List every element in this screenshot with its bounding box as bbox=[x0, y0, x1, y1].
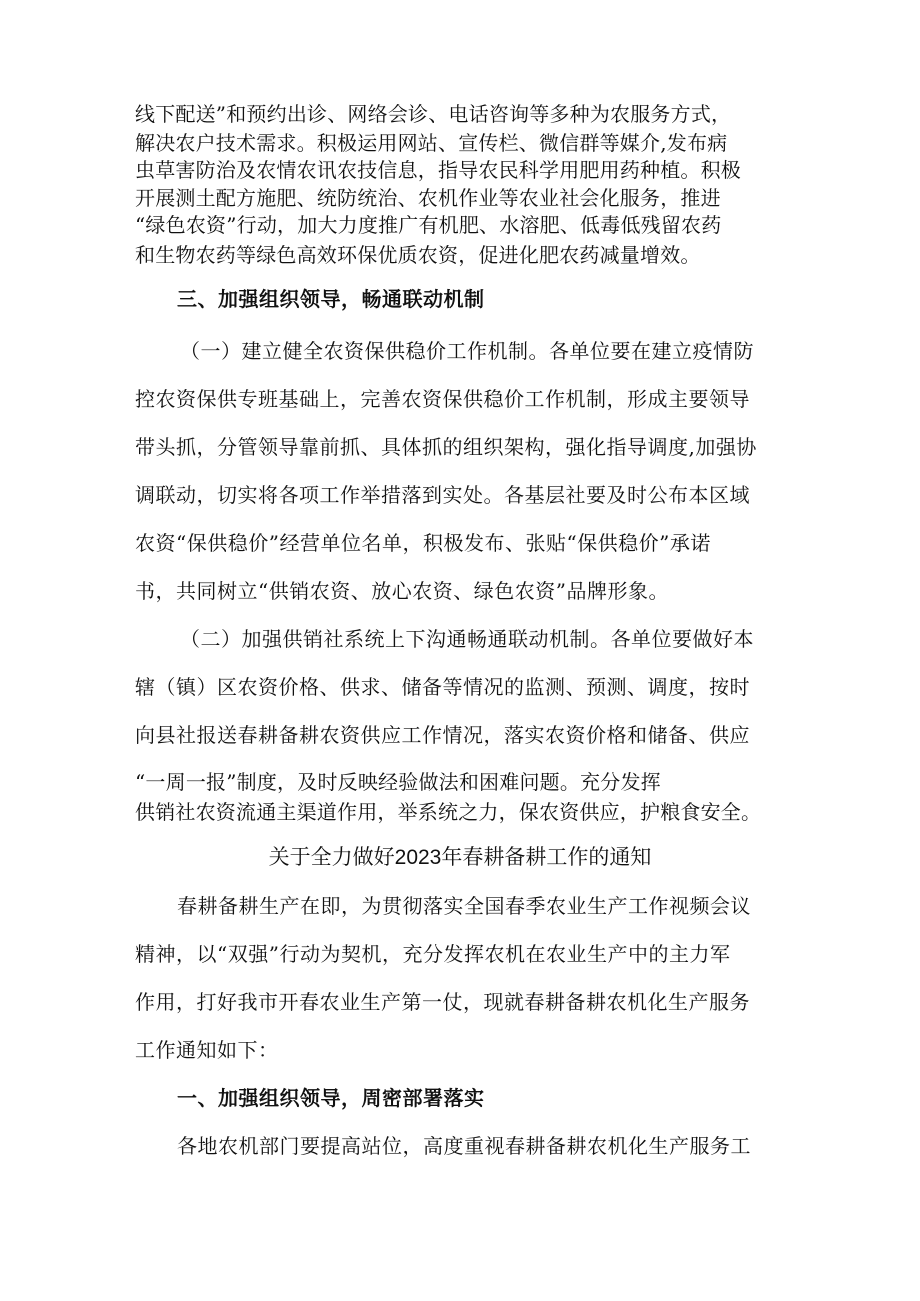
text-line: 向县社报送春耕备耕农资供应工作情况，落实农资价格和储备、供应 bbox=[135, 723, 750, 747]
title-year: 2023 bbox=[394, 846, 442, 869]
title-text: 年春耕备耕工作的通知 bbox=[441, 845, 652, 869]
text-line: 各地农机部门要提高站位，高度重视春耕备耕农机化生产服务工 bbox=[177, 1134, 751, 1158]
text-line: 虫草害防治及农情农讯农技信息，指导农民科学用肥用药种植。积极 bbox=[135, 158, 741, 182]
text-line: “一周一报”制度，及时反映经验做法和困难问题。充分发挥 bbox=[135, 770, 661, 794]
text-line: 春耕备耕生产在即，为贯彻落实全国春季农业生产工作视频会议 bbox=[177, 894, 751, 918]
section-heading-3: 三、加强组织领导，畅通联动机制 bbox=[177, 287, 485, 311]
text-line: “绿色农资”行动，加大力度推广有机肥、水溶肥、低毒低残留农药 bbox=[135, 213, 722, 237]
text-line: 开展测土配方施肥、统防统治、农机作业等农业社会化服务，推进 bbox=[135, 186, 721, 210]
text-line: 和生物农药等绿色高效环保优质农资，促进化肥农药减量增效。 bbox=[135, 243, 701, 267]
text-line: 控农资保供专班基础上，完善农资保供稳价工作机制，形成主要领导 bbox=[135, 387, 750, 411]
text-line: 精神，以“双强”行动为契机，充分发挥农机在农业生产中的主力军 bbox=[135, 942, 731, 966]
title-text: 关于全力做好 bbox=[268, 845, 395, 869]
text-line: 辖（镇）区农资价格、供求、储备等情况的监测、预测、调度，按时 bbox=[135, 675, 750, 699]
text-line: 线下配送”和预约出诊、网络会诊、电话咨询等多种为农服务方式， bbox=[135, 102, 732, 126]
text-line: （一）建立健全农资保供稳价工作机制。各单位要在建立疫情防 bbox=[180, 339, 754, 363]
text-line: 带头抓，分管领导靠前抓、具体抓的组织架构，强化指导调度,加强协 bbox=[135, 435, 757, 459]
text-line: 工作通知如下： bbox=[135, 1038, 279, 1062]
text-line: 书，共同树立“供销农资、放心农资、绿色农资”品牌形象。 bbox=[135, 579, 669, 603]
text-line: 解决农户技术需求。积极运用网站、宣传栏、微信群等媒介,发布病 bbox=[135, 131, 728, 155]
text-line: 农资“保供稳价”经营单位名单，积极发布、张贴“保供稳价”承诺 bbox=[135, 531, 711, 555]
document-title bbox=[0, 843, 920, 872]
text-line: 作用，打好我市开春农业生产第一仗，现就春耕备耕农机化生产服务 bbox=[135, 990, 750, 1014]
text-line: 调联动，切实将各项工作举措落到实处。各基层社要及时公布本区域 bbox=[135, 483, 750, 507]
section-heading-1: 一、加强组织领导，周密部署落实 bbox=[177, 1086, 485, 1110]
text-line: 供销社农资流通主渠道作用，举系统之力，保农资供应，护粮食安全。 bbox=[135, 800, 762, 824]
text-line: （二）加强供销社系统上下沟通畅通联动机制。各单位要做好本 bbox=[180, 627, 754, 651]
